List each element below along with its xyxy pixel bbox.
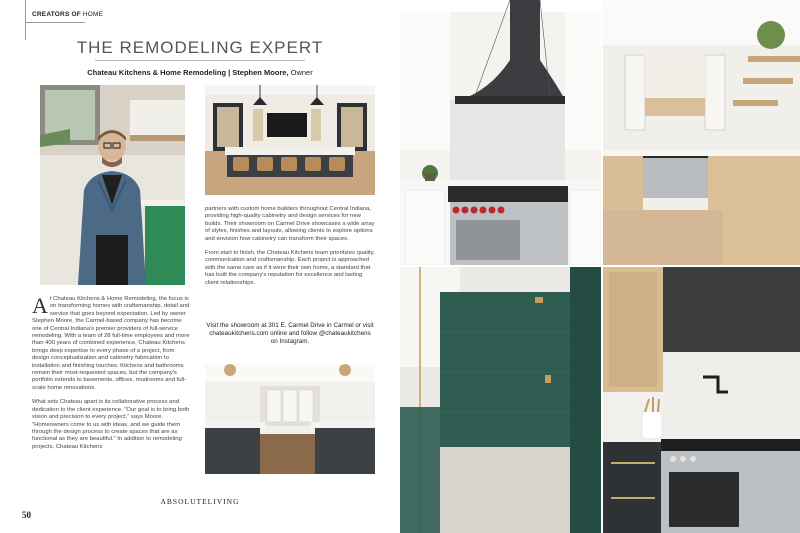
header-vertical-rule — [25, 0, 26, 40]
kitchen-dark-island-photo — [205, 364, 375, 474]
title-underline — [95, 60, 305, 61]
section-label — [32, 11, 103, 18]
header-horizontal-rule — [25, 22, 85, 23]
byline-company: Chateau Kitchens & Home Remodeling | Stephen Moore, — [87, 68, 289, 77]
kitchen-island-illustration — [205, 85, 375, 195]
article-byline — [0, 68, 400, 77]
article-paragraph-2: What sets Chateau apart is its collaborative process and dedication to the client experience. "Our goal is to bring both vision and precision to every project," says Moore. "Homeowners come to us with ideas, and we guide them through the design process to create spaces that are as functional as they are beautiful." In addition to remodeling projects, Chateau Kitchens — [32, 399, 190, 450]
byline-role: Owner — [288, 68, 313, 77]
wood-cabinet-kitchen-photo — [603, 0, 800, 265]
drop-cap: A — [32, 293, 48, 318]
range-hood-kitchen-photo — [400, 0, 601, 265]
green-shower-illustration — [400, 267, 601, 533]
range-hood-illustration — [400, 0, 601, 265]
publication-name: ABSOLUTELIVING — [160, 497, 240, 506]
pot-filler-illustration — [603, 267, 800, 533]
owner-portrait-photo — [40, 85, 185, 285]
right-page — [400, 0, 800, 533]
green-tile-shower-photo — [400, 267, 601, 533]
kitchen-island-stools-photo — [205, 85, 375, 195]
article-paragraph-3: partners with custom home builders throughout Central Indiana, providing high-quality cabinetry and design services for new builds. Their showroom on Carmel Drive showcases a wide array of styles, finishes and layouts, allowing clients to explore options and envision how cabinetry can transform their spaces. — [205, 206, 375, 242]
wood-cabinet-kitchen-illustration — [603, 0, 800, 265]
section-label-rest: HOME — [80, 11, 104, 18]
article-paragraph-4: From start to finish, the Chateau Kitchens team prioritizes quality, communication and craftsmanship. Each project is approached with the same care as if it were their own home, a standard that has built the company's reputation for excellence and lasting client relationships. — [205, 250, 375, 286]
article-column-1 — [32, 293, 192, 458]
section-label-bold: CREATORS OF — [32, 11, 81, 18]
article-title: THE REMODELING EXPERT — [76, 38, 324, 57]
kitchen-dark-island-illustration — [205, 364, 375, 474]
page-number: 50 — [22, 510, 31, 520]
showroom-call-to-action: Visit the showroom at 301 E. Carmel Drive in Carmel or visit chateaukitchens.com online and follow @chateaukitchens on Instagram. — [206, 322, 374, 345]
article-column-2 — [205, 206, 375, 294]
owner-portrait-illustration — [40, 85, 185, 285]
pot-filler-range-photo — [603, 267, 800, 533]
article-paragraph-1: t Chateau Kitchens & Home Remodeling, the focus is on transforming homes with craftsmanship, detail and service that goes beyond expectation. Led by owner Stephen Moore, the Carmel-based company has become one of Central Indiana's premier providers of full-service remodeling. With a team of 28 full-time employees and more than 400 years of combined experience, Chateau Kitchens brings deep expertise to every phase of a project, from design conceptualization and cabinetry fabrication to installation and finishing touches. Kitchens and bathrooms remain their most-requested spaces, but the company's portfolio extends to basements, offices, mudrooms and full-scale home renovations. — [32, 296, 190, 391]
